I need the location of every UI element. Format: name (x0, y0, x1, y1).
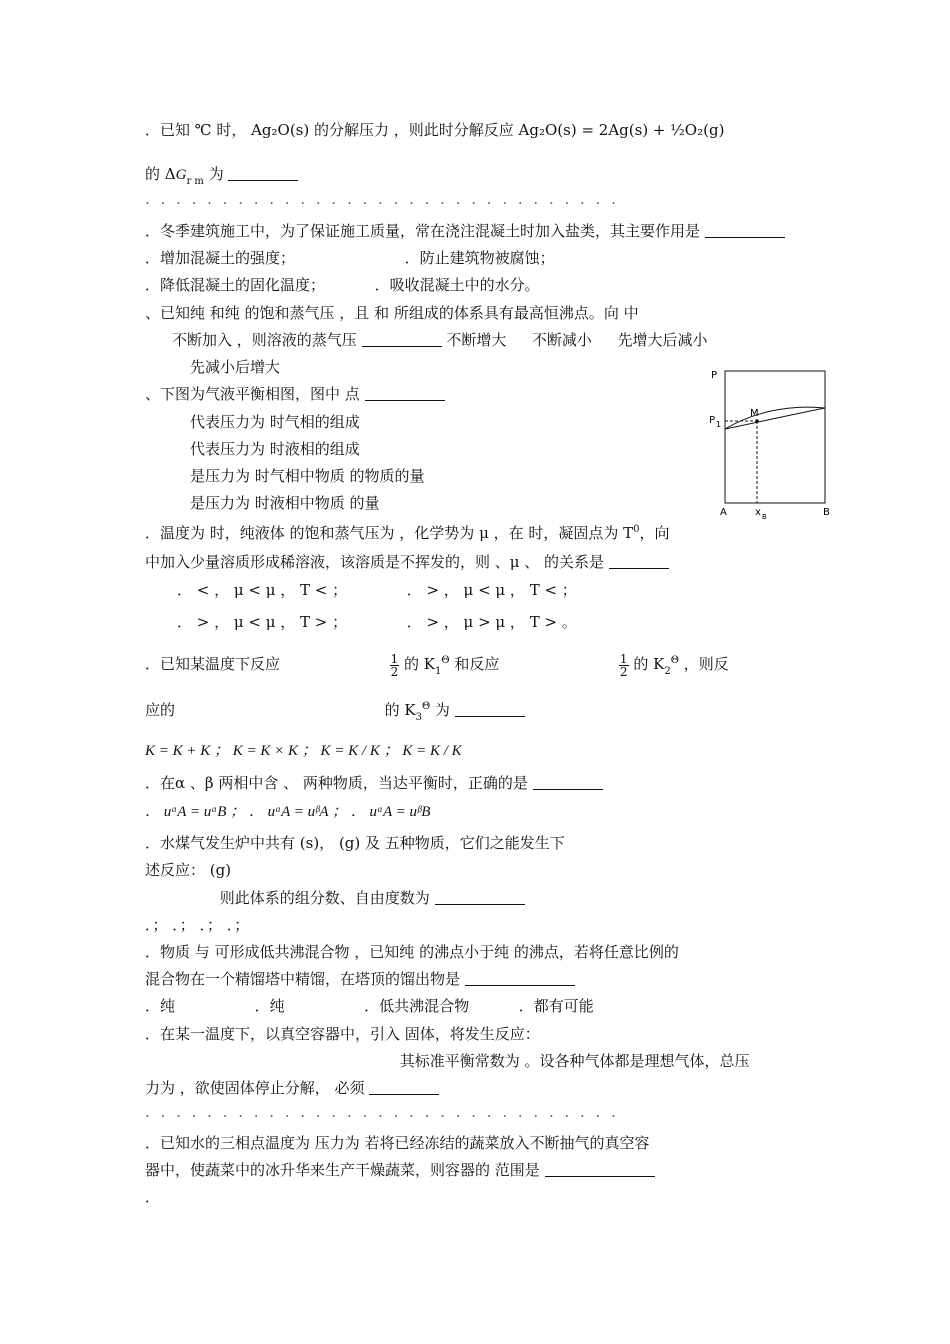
q6-k2-label: 的 K (633, 655, 665, 673)
q4-text: 、下图为气液平衡相图，图中 点 (145, 385, 360, 403)
q11-text-c: ． (145, 1188, 161, 1206)
q9-option-c: ．低共沸混合物 (364, 997, 470, 1015)
q2-stem (145, 221, 785, 241)
q5-option-d: ． > ， μ > μ ， T > 。 (406, 613, 577, 631)
q5-options-row2 (177, 612, 577, 632)
q4-stem (145, 384, 445, 404)
q11-text-b: 器中，使蔬菜中的冰升华来生产干燥蔬菜，则容器的 范围是 (145, 1161, 540, 1179)
q7-answer-blank[interactable] (533, 773, 603, 790)
q6-text-a: ．已知某温度下反应 (145, 655, 281, 673)
q9-line1 (145, 942, 679, 962)
q10-text-c: 力为 ，欲使固体停止分解， 必须 (145, 1079, 365, 1097)
q10-gap-line (145, 1106, 619, 1126)
q2-answer-blank[interactable] (705, 221, 785, 238)
q11-line1 (145, 1133, 650, 1153)
q3-answer-blank[interactable] (362, 330, 442, 347)
q4-option-c-row (190, 466, 425, 486)
q9-text-a: ．物质 与 可形成低共沸混合物 ，已知纯 的沸点小于纯 的沸点，若将任意比例的 (145, 943, 679, 961)
diagram-point-label: M (750, 408, 759, 419)
q3-line3 (190, 357, 280, 377)
q8-text-c: 则此体系的组分数、自由度数为 (219, 889, 430, 907)
q11-line3 (145, 1187, 160, 1207)
q10-line1 (145, 1024, 540, 1044)
q5-option-a: ． < ， μ < μ ， T < ； (177, 581, 348, 599)
q4-option-d: 是压力为 时液相中物质 的量 (190, 494, 380, 512)
q3-option-c: 先增大后减小 (617, 331, 708, 349)
q3-line2 (172, 330, 708, 350)
q11-text-a: ．已知水的三相点温度为 压力为 若将已经冻结的蔬菜放入不断抽气的真空容 (145, 1134, 650, 1152)
q5-text-c: 中加入少量溶质形成稀溶液，该溶质是不挥发的，则 、μ 、 的关系是 (145, 553, 605, 571)
q6-k3-label: 的 K (384, 701, 416, 719)
q8-text-b: 述反应： (g) (145, 861, 232, 879)
q6-options-text: K = K + K ； K = K × K ； K = K / K ； K = K / K (145, 743, 462, 759)
q3-option-a: 不断增大 (446, 331, 507, 349)
q4-option-b: 代表压力为 时液相的组成 (190, 440, 360, 458)
q1-gap-line (145, 193, 619, 213)
q3-text: 、已知纯 和纯 的饱和蒸气压 ，且 和 所组成的体系具有最高恒沸点。向 中 (145, 304, 639, 322)
q4-option-a: 代表压力为 时气相的组成 (190, 413, 360, 431)
q4-answer-blank[interactable] (365, 384, 445, 401)
q6-text-e: 为 (434, 701, 450, 719)
q8-answer-blank[interactable] (435, 888, 525, 905)
q10-line2 (145, 1051, 750, 1071)
q6-half-fraction-1: $\frac{1}{2}$ (390, 651, 399, 679)
q2-option-a: ．增加混凝土的强度； (145, 249, 296, 267)
phase-diagram (705, 366, 835, 521)
q4-option-d-row (190, 493, 380, 513)
q8-line2 (145, 860, 231, 880)
q5-option-b: ． > ， μ < μ ， T < ； (406, 581, 577, 599)
q5-text-a: ．温度为 时，纯液体 的饱和蒸气压为 ，化学势为 μ ，在 时，凝固点为 T (145, 524, 634, 542)
q11-answer-blank[interactable] (545, 1160, 655, 1177)
q1-line1 (145, 120, 724, 140)
q2-options-row1 (145, 248, 555, 268)
q8-options (145, 915, 249, 935)
q9-line2 (145, 969, 575, 989)
diagram-left-label: A (720, 507, 727, 518)
q3-option-b: 不断减小 (531, 331, 592, 349)
q1-text: ．已知 ℃ 时， Ag₂O(s) 的分解压力 ，则此时分解反应 Ag₂O(s) = 2Ag(s) + ½O₂(g) (145, 121, 725, 139)
q2-text: ．冬季建筑施工中，为了保证施工质量，常在浇注混凝土时加入盐类，其主要作用是 (145, 222, 701, 240)
q5-answer-blank[interactable] (609, 552, 669, 569)
q1-line2: 的 $\Delta G_{r m}$ 为 (145, 164, 298, 192)
q8-text-a: ．水煤气发生炉中共有 (s)， (g) 及 五种物质，它们之能发生下 (145, 834, 565, 852)
q8-options-text: ．； ．； ．； ．； (145, 916, 250, 934)
q8-line1 (145, 833, 565, 853)
diagram-p1-label: P (709, 415, 716, 426)
diagram-y-axis-label: P (711, 370, 718, 381)
diagram-x-sub: B (762, 513, 767, 521)
q6-answer-blank[interactable] (455, 700, 525, 717)
q9-option-d: ．都有可能 (518, 997, 594, 1015)
q6-options (145, 740, 462, 761)
q9-answer-blank[interactable] (465, 969, 575, 986)
gap-dots: · · · · · · · · · · · · · · · · · · · · · · · · · · · · · · · (145, 194, 619, 212)
q3-option-d: 先减小后增大 (190, 358, 281, 376)
q1-answer-blank[interactable] (228, 164, 298, 181)
q4-option-c: 是压力为 时气相中物质 的物质的量 (190, 467, 425, 485)
diagram-frame (725, 371, 825, 503)
point-m (755, 419, 759, 423)
diagram-right-label: B (823, 507, 830, 518)
q5-line1: ．温度为 时，纯液体 的饱和蒸气压为 ，化学势为 μ ，在 时，凝固点为 $T^0$，向 (145, 524, 670, 542)
q1-delta-label: 的 Δ (145, 165, 176, 183)
q5-option-c: ． > ， μ < μ ， T > ； (177, 613, 348, 631)
q6-text-c: ，则反 (683, 655, 729, 673)
liquidus-curve (725, 408, 825, 429)
q10-text-a: ．在某一温度下，以真空容器中，引入 固体，将发生反应： (145, 1025, 540, 1043)
q6-text-d: 应的 (145, 701, 176, 719)
q2-options-row2 (145, 275, 540, 295)
q2-option-c: ．降低混凝土的固化温度； (145, 276, 326, 294)
gap-dots: · · · · · · · · · · · · · · · · · · · · · · · · · · · · · · · (145, 1107, 619, 1125)
q10-line3 (145, 1078, 439, 1098)
q7-stem (145, 773, 603, 793)
q3-prompt: 不断加入 ，则溶液的蒸气压 (172, 331, 357, 349)
diagram-x-label: x (755, 507, 761, 518)
q4-option-a-row (190, 412, 360, 432)
q9-option-b: ．纯 (254, 997, 285, 1015)
q6-line2: 应的 的 $K_3^\Theta$ 为 (145, 697, 525, 728)
q9-text-b: 混合物在一个精馏塔中精馏，在塔顶的馏出物是 (145, 970, 461, 988)
q5-text-b: ，向 (639, 524, 670, 542)
q8-line3 (145, 888, 525, 908)
q2-option-d: ．吸收混凝土中的水分。 (374, 276, 540, 294)
q6-half-fraction-2: $\frac{1}{2}$ (619, 651, 628, 679)
q4-option-b-row (190, 439, 360, 459)
q2-option-b: ．防止建筑物被腐蚀； (404, 249, 555, 267)
q9-option-a: ．纯 (145, 997, 176, 1015)
q7-options (145, 801, 430, 822)
q5-options-row1 (177, 580, 577, 600)
q6-line1: ．已知某温度下反应 $\frac{1}{2}$ 的 $K_1^\Theta$ 和反应 $\frac{1}{2}$ 的 $K_2^\Theta$ ，则反 (145, 651, 729, 679)
q6-k1-label: 的 K (404, 655, 435, 673)
q7-text: ．在α 、β 两相中含 、 两种物质，当达平衡时，正确的是 (145, 774, 528, 792)
diagram-p1-sub: 1 (716, 420, 722, 429)
q7-options-text: ． uᵅA = uᵅB ； ． uᵅA = uᵝA ； ． uᵅA = uᵝB (145, 804, 431, 820)
q11-line2 (145, 1160, 655, 1180)
q10-text-b: 其标准平衡常数为 。设各种气体都是理想气体，总压 (399, 1052, 750, 1070)
q3-line1 (145, 303, 639, 323)
q9-options (145, 996, 594, 1016)
q1-answer-prompt: 为 (208, 165, 224, 183)
q6-text-b: 和反应 (454, 655, 500, 673)
q10-answer-blank[interactable] (369, 1078, 439, 1095)
q5-line2 (145, 552, 669, 572)
